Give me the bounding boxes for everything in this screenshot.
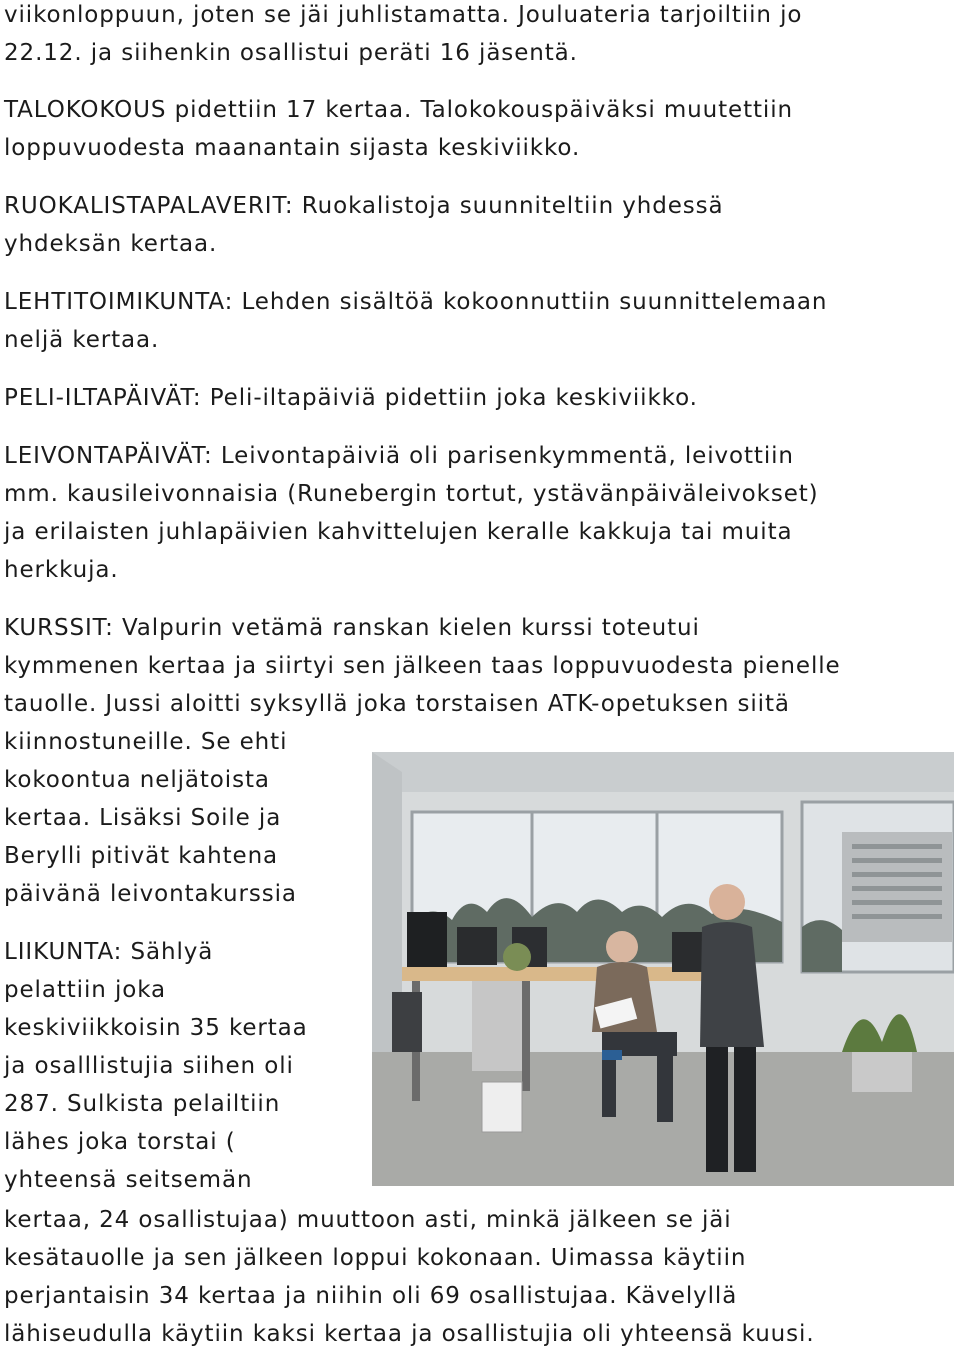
text-line: perjantaisin 34 kertaa ja niihin oli 69 osallistujaa. Kävelyllä [4, 1283, 738, 1309]
text-line: LEHTITOIMIKUNTA: Lehden sisältöä kokoonnuttiin suunnittelemaan [4, 289, 828, 315]
text-line: 287. Sulkista pelailtiin [4, 1091, 281, 1117]
text-line: KURSSIT: Valpurin vetämä ranskan kielen kurssi toteutui [4, 615, 700, 641]
text-line: RUOKALISTAPALAVERIT: Ruokalistoja suunniteltiin yhdessä [4, 193, 724, 219]
text-line: viikonloppuun, joten se jäi juhlistamatta. Jouluateria tarjoiltiin jo [4, 2, 803, 28]
text-line: keskiviikkoisin 35 kertaa [4, 1015, 308, 1041]
text-line: kesätauolle ja sen jälkeen loppui kokonaan. Uimassa käytiin [4, 1245, 747, 1271]
text-line: kertaa, 24 osallistujaa) muuttoon asti, minkä jälkeen se jäi [4, 1207, 732, 1233]
text-line: Berylli pitivät kahtena [4, 843, 279, 869]
text-line: ja erilaisten juhlapäivien kahvittelujen keralle kakkuja tai muita [4, 519, 793, 545]
text-line: TALOKOKOUS pidettiin 17 kertaa. Talokokouspäiväksi muutettiin [4, 97, 793, 123]
text-line: yhteensä seitsemän [4, 1167, 253, 1193]
text-line: LIIKUNTA: Sählyä [4, 939, 214, 965]
text-line: kokoontua neljätoista [4, 767, 270, 793]
text-line: mm. kausileivonnaisia (Runebergin tortut, ystävänpäiväleivokset) [4, 481, 819, 507]
text-line: LEIVONTAPÄIVÄT: Leivontapäiviä oli parisenkymmentä, leivottiin [4, 443, 794, 469]
text-line: 22.12. ja siihenkin osallistui peräti 16 jäsentä. [4, 40, 578, 66]
text-line: kymmenen kertaa ja siirtyi sen jälkeen taas loppuvuodesta pienelle [4, 653, 841, 679]
office-photo [372, 752, 954, 1186]
text-line: lähiseudulla käytiin kaksi kertaa ja osallistujia oli yhteensä kuusi. [4, 1321, 815, 1347]
text-line: pelattiin joka [4, 977, 167, 1003]
text-line: kertaa. Lisäksi Soile ja [4, 805, 282, 831]
text-line: PELI-ILTAPÄIVÄT: Peli-iltapäiviä pidettiin joka keskiviikko. [4, 385, 698, 411]
text-line: yhdeksän kertaa. [4, 231, 218, 257]
text-line: herkkuja. [4, 557, 119, 583]
text-line: loppuvuodesta maanantain sijasta keskiviikko. [4, 135, 581, 161]
text-line: kiinnostuneille. Se ehti [4, 729, 288, 755]
text-line: lähes joka torstai ( [4, 1129, 236, 1155]
text-line: tauolle. Jussi aloitti syksyllä joka torstaisen ATK-opetuksen siitä [4, 691, 790, 717]
text-line: ja osalllistujia siihen oli [4, 1053, 294, 1079]
text-line: päivänä leivontakurssia [4, 881, 297, 907]
text-line: neljä kertaa. [4, 327, 160, 353]
